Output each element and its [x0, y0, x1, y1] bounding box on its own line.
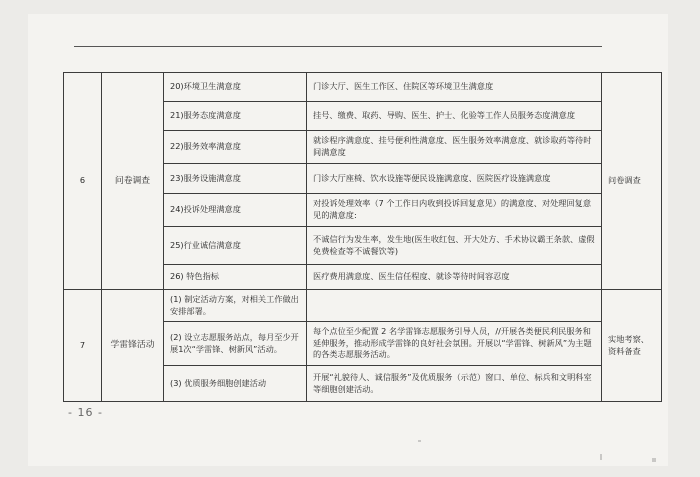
description-cell: 对投诉处理效率（7 个工作日内收到投诉回复意见）的满意度、对处理回复意见的满意度: — [307, 194, 602, 227]
method-cell: 问卷调查 — [602, 73, 662, 290]
description-cell: 就诊程序满意度、挂号便利性满意度、医生服务效率满意度、就诊取药等待时间满意度 — [307, 131, 602, 164]
item-cell: 21)服务态度满意度 — [164, 102, 307, 131]
scan-speck — [418, 440, 421, 442]
description-cell: 门诊大厅、医生工作区、住院区等环境卫生满意度 — [307, 73, 602, 102]
assessment-table — [63, 72, 662, 402]
page-number: - 16 - — [68, 406, 103, 419]
item-cell: 20)环境卫生满意度 — [164, 73, 307, 102]
row-number: 6 — [64, 73, 102, 290]
item-cell: 24)投诉处理满意度 — [164, 194, 307, 227]
description-cell: 不诚信行为发生率，发生地(医生收红包、开大处方、手术协议霸王条款、虚假免费检查等不诚餐饮等) — [307, 227, 602, 265]
description-cell: 医疗费用满意度、医生信任程度、就诊等待时间容忍度 — [307, 265, 602, 290]
table-row — [64, 290, 662, 322]
row-number: 7 — [64, 290, 102, 402]
description-cell: 每个点位至少配置 2 名学雷锋志愿服务引导人员，//开展各类便民利民服务和延伸服务，推动形成学雷锋的良好社会氛围。开展以“学雷锋、树新风”为主题的各类志愿服务活动。 — [307, 322, 602, 366]
description-cell: 挂号、缴费、取药、导购、医生、护士、化验等工作人员服务态度满意度 — [307, 102, 602, 131]
scan-speck — [652, 458, 656, 462]
item-cell: (2) 设立志愿服务站点，每月至少开展1次“学雷锋、树新风”活动。 — [164, 322, 307, 366]
item-cell: 23)服务设施满意度 — [164, 164, 307, 194]
category-cell: 问卷调查 — [102, 73, 164, 290]
table-row — [64, 73, 662, 102]
description-cell — [307, 290, 602, 322]
item-cell: 22)服务效率满意度 — [164, 131, 307, 164]
item-cell: (1) 制定活动方案，对相关工作做出安排部署。 — [164, 290, 307, 322]
description-cell: 门诊大厅座椅、饮水设施等便民设施满意度、医院医疗设施满意度 — [307, 164, 602, 194]
item-cell: (3) 优质服务细胞创建活动 — [164, 366, 307, 402]
header-rule — [74, 46, 602, 47]
category-cell: 学雷锋活动 — [102, 290, 164, 402]
item-cell: 25)行业诚信满意度 — [164, 227, 307, 265]
method-cell: 实地考察、资料备查 — [602, 290, 662, 402]
description-cell: 开展“礼貌待人、诚信服务”及优质服务（示范）窗口、单位、标兵和文明科室等细胞创建活动。 — [307, 366, 602, 402]
scan-speck — [600, 454, 602, 460]
item-cell: 26) 特色指标 — [164, 265, 307, 290]
